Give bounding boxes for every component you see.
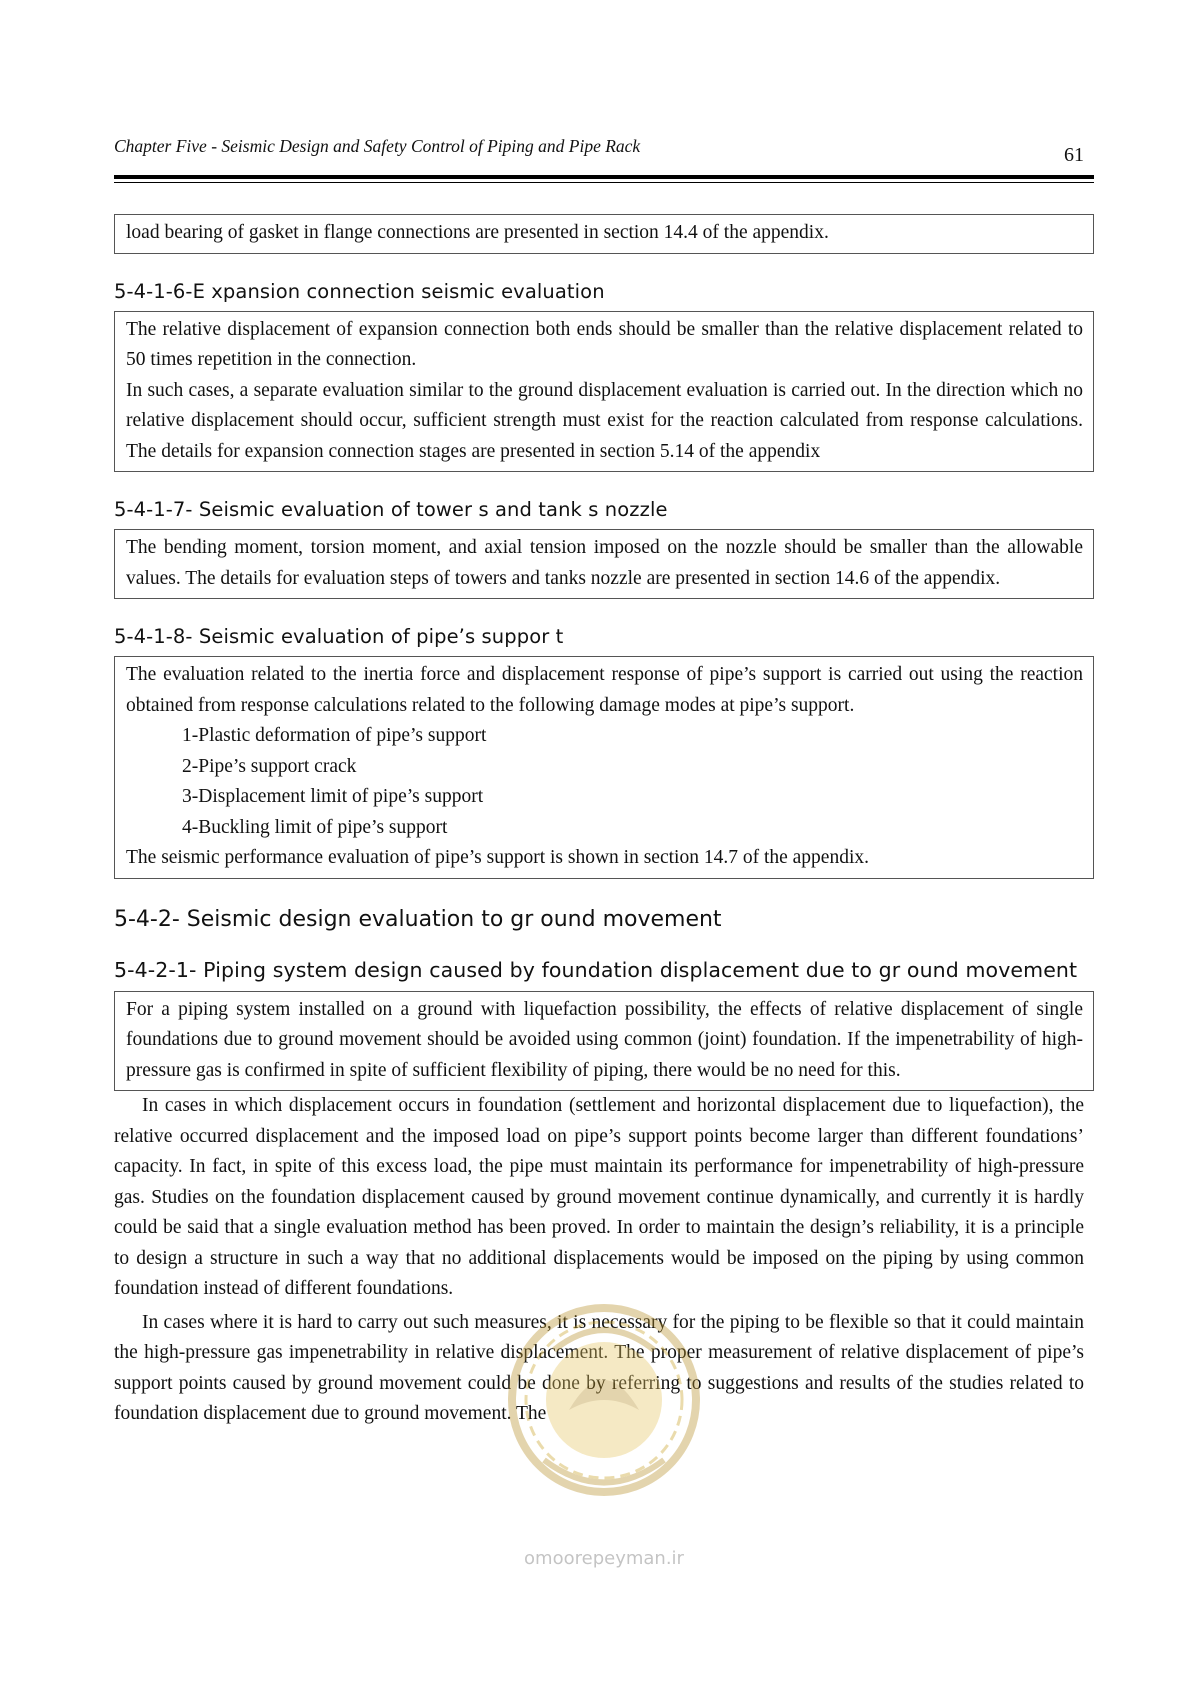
- document-page: [114, 0, 1094, 1684]
- running-title: Chapter Five - Seismic Design and Safety Control of Piping and Pipe Rack: [114, 136, 641, 156]
- box-5-4-2-1-text: For a piping system installed on a ground with liquefaction possibility, the effects of relative displacement of single foundations due to ground movement should be avoided using common (joint) foundation. If the impenetrability of high-pressure gas is confirmed in spite of sufficient flexibility of piping, there would be no need for this.: [126, 998, 1083, 1081]
- body-paragraph-2: In cases where it is hard to carry out such measures, it is necessary for the piping to be flexible so that it could maintain the high-pressure gas impenetrability in relative displacement. The proper measurement of relative displacement of pipe’s support points caused by ground movement could be done by referring to suggestions and results of the studies related to foundation displacement due to ground movement. The: [114, 1311, 1084, 1424]
- watermark-text: omoorepeyman.ir: [524, 1548, 684, 1569]
- heading-5-4-1-6: 5-4-1-6-E xpansion connection seismic evaluation: [114, 279, 605, 303]
- header-rule-thick: [114, 175, 1094, 179]
- list-item: 4-Buckling limit of pipe’s support: [182, 816, 448, 838]
- header-rule-thin: [114, 182, 1094, 183]
- page-content: [114, 214, 1094, 1430]
- running-head: [114, 134, 1094, 164]
- heading-5-4-2-1: 5-4-2-1- Piping system design caused by foundation displacement due to gr ound movement: [114, 957, 1078, 982]
- box-5-4-1-8: [114, 656, 1094, 879]
- box-5-4-1-6-p2: In such cases, a separate evaluation similar to the ground displacement evaluation is carried out. In the direction which no relative displacement should occur, sufficient strength must exist for the reaction calculated from response calculations. The details for expansion connection stages are presented in section 5.14 of the appendix: [126, 379, 1083, 462]
- box-5-4-2-1: [114, 991, 1094, 1092]
- list-item: 3-Displacement limit of pipe’s support: [182, 786, 484, 807]
- list-item: 1-Plastic deformation of pipe’s support: [182, 725, 487, 746]
- box-5-4-1-6-p1: The relative displacement of expansion connection both ends should be smaller than the relative displacement related to 50 times repetition in the connection.: [126, 318, 1083, 370]
- box-5-4-1-8-outro: The seismic performance evaluation of pipe’s support is shown in section 14.7 of the appendix.: [126, 847, 869, 868]
- continued-box: [114, 214, 1094, 254]
- continued-text: load bearing of gasket in flange connections are presented in section 14.4 of the appendix.: [126, 222, 829, 243]
- heading-5-4-1-7: 5-4-1-7- Seismic evaluation of tower s and tank s nozzle: [114, 498, 668, 521]
- box-5-4-1-7: [114, 529, 1094, 599]
- heading-5-4-2: 5-4-2- Seismic design evaluation to gr ound movement: [114, 906, 722, 932]
- box-5-4-1-7-p1: The bending moment, torsion moment, and axial tension imposed on the nozzle should be smaller than the allowable values. The details for evaluation steps of towers and tanks nozzle are presented in section 14.6 of the appendix.: [126, 537, 1083, 589]
- box-5-4-1-8-intro: The evaluation related to the inertia force and displacement response of pipe’s support is carried out using the reaction obtained from response calculations related to the following damage modes at pipe’s support.: [126, 664, 1083, 716]
- page-number: 61: [1064, 144, 1084, 166]
- body-paragraph-1: In cases in which displacement occurs in foundation (settlement and horizontal displacement due to liquefaction), the relative occurred displacement and the imposed load on pipe’s support points become larger than different foundations’ capacity. In fact, in spite of this excess load, the pipe must maintain its performance for impenetrability of high-pressure gas. Studies on the foundation displacement caused by ground movement continue dynamically, and currently it is hardly could be said that a single evaluation method has been proved. In order to maintain the design’s reliability, it is a principle to design a structure in such a way that no additional displacements would be imposed on the piping by using common foundation instead of different foundations.: [114, 1095, 1084, 1299]
- list-item: 2-Pipe’s support crack: [182, 755, 357, 777]
- box-5-4-1-6: [114, 311, 1094, 473]
- heading-5-4-1-8: 5-4-1-8- Seismic evaluation of pipe’s suppor t: [114, 625, 564, 648]
- damage-mode-list: [126, 721, 1083, 843]
